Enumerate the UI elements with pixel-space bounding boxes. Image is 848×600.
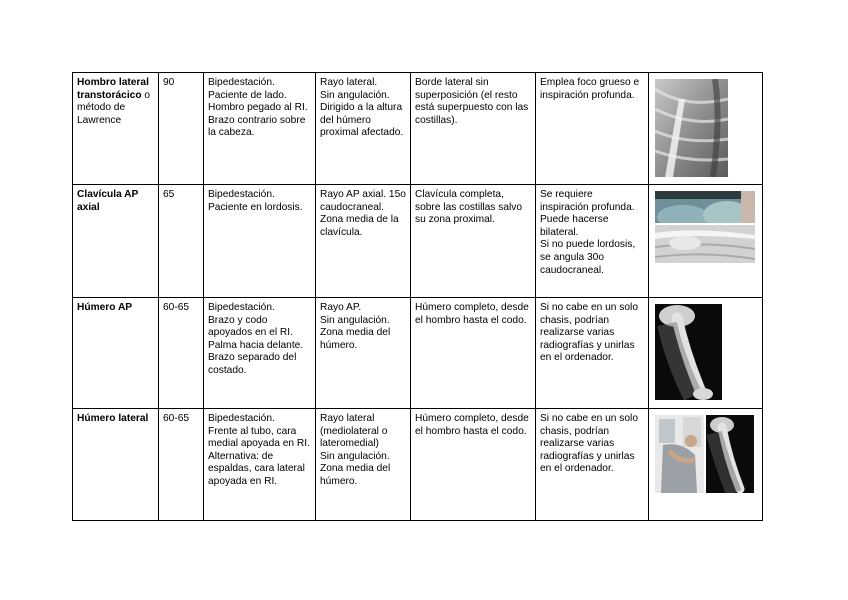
position-line: Bipedestación.	[208, 302, 275, 313]
criteria-line: Clavícula completa, sobre las costillas salvo su zona proximal.	[415, 189, 523, 226]
patient-position	[204, 185, 316, 298]
patient-position	[204, 409, 316, 521]
humerus-lateral-position-photo	[655, 415, 704, 493]
table-row	[73, 73, 763, 185]
clavicle-position-photo	[655, 191, 755, 223]
projections-table	[72, 72, 763, 521]
criteria-line: Húmero completo, desde el hombro hasta el codo.	[415, 413, 529, 437]
notes	[536, 409, 649, 521]
projection-name-bold: Húmero lateral	[77, 413, 149, 424]
image-cell	[649, 185, 763, 298]
ray-line: Rayo AP axial. 15o caudocraneal.	[320, 189, 406, 213]
projection-name	[73, 73, 159, 185]
projection-name-rest: o método de Lawrence	[77, 89, 151, 126]
ray-line: Sin angulación.	[320, 450, 390, 462]
position-line: Alternativa: de espaldas, cara lateral apoyada en RI.	[208, 450, 305, 487]
notes	[536, 73, 649, 185]
criteria-line: Húmero completo, desde el hombro hasta el codo.	[415, 302, 529, 326]
position-line: Brazo y codo apoyados en el RI. Palma hacia delante. Brazo separado del costado.	[208, 314, 304, 376]
humerus-ap-xray	[655, 304, 722, 400]
projection-name-bold: Clavícula AP axial	[77, 189, 139, 213]
position-line: Paciente en lordosis.	[208, 201, 303, 213]
projection-name-bold: Húmero AP	[77, 302, 133, 313]
image-criteria	[411, 298, 536, 409]
position-line: Bipedestación.	[208, 189, 275, 200]
table-row	[73, 185, 763, 298]
ray-line: Rayo AP.	[320, 302, 362, 313]
kv-value: 60-65	[159, 298, 204, 409]
projection-name	[73, 298, 159, 409]
ray-line: Zona media del húmero.	[320, 327, 391, 351]
position-line: Bipedestación.	[208, 413, 275, 424]
projection-name	[73, 409, 159, 521]
central-ray	[316, 298, 411, 409]
notes-line: Puede hacerse bilateral.	[540, 214, 609, 238]
image-cell	[649, 298, 763, 409]
shoulder-transthoracic-xray	[655, 79, 728, 177]
criteria-line: Borde lateral sin superposición (el resto está superpuesto con las costillas).	[415, 77, 529, 126]
patient-position	[204, 73, 316, 185]
ray-line: Rayo lateral (mediolateral o lateromedial)	[320, 413, 388, 450]
notes-line: Se requiere inspiración profunda.	[540, 189, 635, 213]
central-ray	[316, 409, 411, 521]
kv-value: 60-65	[159, 409, 204, 521]
ray-line: Dirigido a la altura del húmero proximal afectado.	[320, 102, 404, 139]
notes-line: Si no puede lordosis, se angula 30o caudocraneal.	[540, 239, 636, 276]
image-cell	[649, 73, 763, 185]
ray-line: Sin angulación.	[320, 89, 390, 101]
notes	[536, 185, 649, 298]
ray-line: Rayo lateral.	[320, 77, 378, 88]
notes-line: Si no cabe en un solo chasis, podrían realizarse varias radiografías y unirlas en el ordenador.	[540, 302, 638, 364]
image-criteria	[411, 185, 536, 298]
humerus-lateral-images	[655, 415, 757, 493]
position-line: Hombro pegado al RI. Brazo contrario sobre la cabeza.	[208, 102, 308, 139]
image-criteria	[411, 73, 536, 185]
projection-name	[73, 185, 159, 298]
projection-name-bold: Hombro lateral transtorácico	[77, 77, 149, 101]
clavicle-xray	[655, 225, 755, 263]
ray-line: Zona media del húmero.	[320, 463, 391, 487]
table-row	[73, 409, 763, 521]
central-ray	[316, 73, 411, 185]
central-ray	[316, 185, 411, 298]
table-row	[73, 298, 763, 409]
notes-line: Emplea foco grueso e inspiración profunda.	[540, 77, 640, 101]
position-line: Bipedestación.	[208, 77, 275, 88]
ray-line: Zona media de la clavícula.	[320, 214, 399, 238]
position-line: Frente al tubo, cara medial apoyada en RI.	[208, 425, 310, 450]
image-cell	[649, 409, 763, 521]
position-line: Paciente de lado.	[208, 89, 287, 101]
kv-value: 90	[159, 73, 204, 185]
ray-line: Sin angulación.	[320, 314, 390, 326]
notes-line: Si no cabe en un solo chasis, podrían realizarse varias radiografías y unirlas en el ordenador.	[540, 413, 638, 475]
humerus-lateral-xray	[706, 415, 754, 493]
patient-position	[204, 298, 316, 409]
notes	[536, 298, 649, 409]
image-criteria	[411, 409, 536, 521]
kv-value: 65	[159, 185, 204, 298]
